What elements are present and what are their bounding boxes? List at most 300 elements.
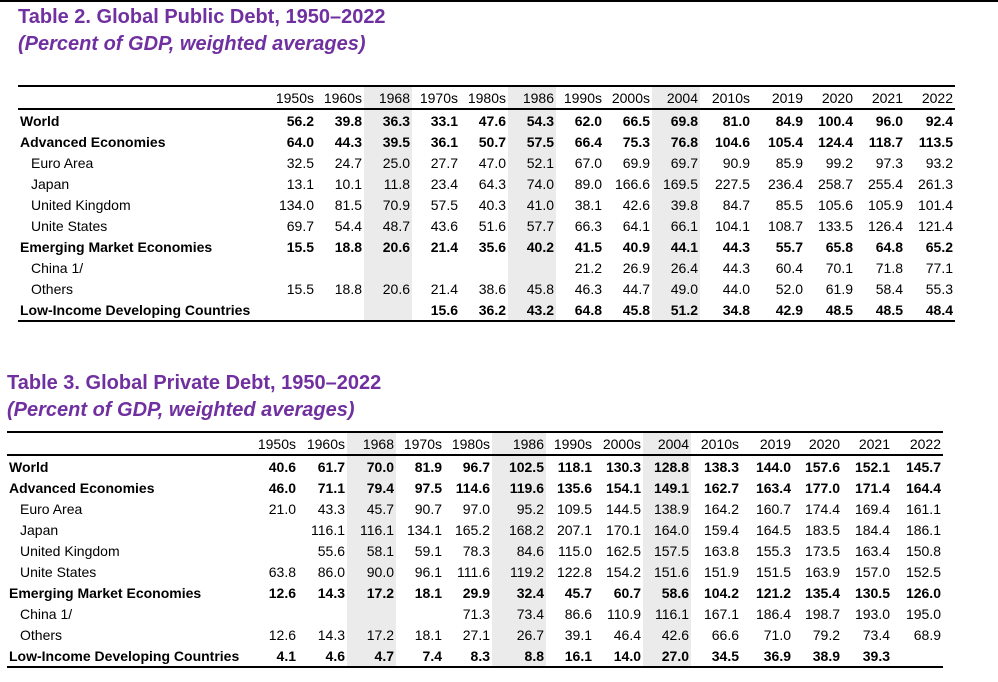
table-cell: 15.5 (286, 280, 314, 297)
table-cell: 119.2 (492, 561, 546, 582)
table-cell: 47.0 (478, 154, 506, 171)
table-cell: 40.2 (508, 236, 556, 257)
table-cell: 17.2 (347, 582, 396, 603)
table-row (7, 540, 943, 561)
table-cell: 55.7 (775, 238, 803, 255)
table-row (7, 477, 943, 498)
table-cell: 104.6 (714, 133, 750, 150)
table-cell: 8.3 (444, 645, 492, 667)
table-cell: 48.4 (905, 299, 955, 321)
table-cell: 38.9 (793, 645, 842, 667)
table-cell: 54.3 (508, 109, 556, 131)
table-cell: 40.9 (622, 238, 650, 255)
table-cell: 90.9 (722, 154, 750, 171)
table-cell: 15.5 (286, 238, 314, 255)
table-cell: 27.1 (462, 626, 490, 643)
table-cell: 44.3 (334, 133, 362, 150)
table-cell: 96.7 (462, 458, 490, 475)
table-cell: 39.8 (652, 194, 700, 215)
table-cell: 14.0 (594, 645, 643, 667)
table-cell: 61.9 (825, 280, 853, 297)
table-cell: 152.1 (854, 458, 890, 475)
column-header: 2019 (741, 432, 793, 455)
table-cell: 119.6 (492, 477, 546, 498)
table-cell: 46.3 (574, 280, 602, 297)
table-cell: 38.1 (574, 196, 602, 213)
table-cell: 20.6 (364, 236, 412, 257)
table-cell: 227.5 (714, 175, 750, 192)
table-cell: 49.0 (652, 278, 700, 299)
table-cell: 71.8 (875, 259, 903, 276)
table-cell: 145.7 (905, 458, 941, 475)
table-cell: 18.1 (414, 584, 442, 601)
table-cell: 114.6 (455, 479, 490, 496)
table-cell: 207.1 (556, 521, 592, 538)
table-cell: 10.1 (334, 175, 362, 192)
column-header: 1970s (412, 86, 460, 109)
row-label: Emerging Market Economies (20, 238, 213, 255)
row-label: Unite States (31, 217, 108, 234)
table-cell: 75.3 (622, 133, 650, 150)
table-cell: 62.0 (574, 112, 602, 129)
table-cell (892, 645, 943, 667)
table-cell (247, 603, 298, 624)
table-cell: 126.4 (867, 217, 903, 234)
table-cell: 47.6 (478, 112, 506, 129)
table-cell: 164.2 (703, 500, 739, 517)
table-cell: 157.5 (643, 540, 691, 561)
table-cell: 84.9 (775, 112, 803, 129)
table-cell: 193.0 (854, 605, 890, 622)
column-header: 1950s (268, 86, 316, 109)
table-cell: 261.3 (917, 175, 953, 192)
table-cell: 155.3 (755, 542, 791, 559)
table-cell: 57.5 (508, 131, 556, 152)
table-cell: 67.0 (574, 154, 602, 171)
table-cell (247, 519, 298, 540)
table-cell: 64.3 (478, 175, 506, 192)
table-cell: 4.7 (347, 645, 396, 667)
table-cell: 51.6 (478, 217, 506, 234)
table-cell: 198.7 (804, 605, 840, 622)
table-cell: 23.4 (430, 175, 458, 192)
table-cell: 101.4 (917, 196, 953, 213)
table-cell: 79.4 (347, 477, 396, 498)
table-cell: 58.4 (875, 280, 903, 297)
table-cell: 64.8 (556, 299, 604, 321)
table-cell: 163.9 (804, 563, 840, 580)
table-cell: 121.4 (917, 217, 953, 234)
table-cell: 60.7 (613, 584, 641, 601)
table-cell: 21.2 (574, 259, 602, 276)
column-header: 2004 (652, 86, 700, 109)
table-cell: 86.0 (317, 563, 345, 580)
column-header: 1970s (396, 432, 444, 455)
table-cell: 168.2 (492, 519, 546, 540)
table-cell: 133.5 (817, 217, 853, 234)
table-cell: 167.1 (703, 605, 739, 622)
table-cell: 26.7 (492, 624, 546, 645)
table-cell: 150.8 (905, 542, 941, 559)
table-cell: 59.1 (414, 542, 442, 559)
table-cell: 109.5 (556, 500, 592, 517)
table-cell: 81.0 (722, 112, 750, 129)
table-cell: 157.0 (854, 563, 890, 580)
table-cell (412, 257, 460, 278)
table-cell: 58.1 (347, 540, 396, 561)
table-cell: 20.6 (364, 278, 412, 299)
table-cell: 89.0 (574, 175, 602, 192)
table-cell: 34.8 (700, 299, 752, 321)
row-label: Advanced Economies (20, 133, 166, 150)
table-row (18, 257, 955, 278)
table-cell: 43.3 (317, 500, 345, 517)
table-2-subtitle: (Percent of GDP, weighted averages) (18, 33, 366, 55)
table-cell: 18.1 (414, 626, 442, 643)
table-cell: 135.6 (556, 479, 592, 496)
row-label: World (20, 112, 60, 129)
table-cell: 48.5 (805, 299, 855, 321)
table-cell: 70.9 (364, 194, 412, 215)
table-cell: 12.6 (268, 584, 296, 601)
table-cell: 81.5 (334, 196, 362, 213)
column-header: 1960s (298, 432, 347, 455)
column-header: 1960s (316, 86, 364, 109)
table-cell (460, 257, 508, 278)
column-header: 2000s (604, 86, 652, 109)
column-header: 2020 (793, 432, 842, 455)
table-cell: 126.0 (905, 584, 941, 601)
table-3-title: Table 3. Global Private Debt, 1950–2022 (7, 372, 382, 394)
table-cell: 164.4 (905, 479, 941, 496)
table-cell: 70.0 (347, 455, 396, 477)
table-cell: 44.3 (722, 259, 750, 276)
table-cell: 162.5 (605, 542, 641, 559)
table-cell: 138.3 (703, 458, 739, 475)
table-cell: 58.6 (643, 582, 691, 603)
table-cell: 102.5 (492, 455, 546, 477)
table-cell: 61.7 (317, 458, 345, 475)
table-cell: 16.1 (546, 645, 594, 667)
table-cell: 118.7 (868, 133, 903, 150)
table-cell: 164.0 (643, 519, 691, 540)
table-cell: 177.0 (804, 479, 840, 496)
table-cell: 105.9 (867, 196, 903, 213)
row-label: Low-Income Developing Countries (18, 299, 268, 321)
table-row (18, 236, 955, 257)
table-cell: 60.4 (775, 259, 803, 276)
row-label: Advanced Economies (9, 479, 155, 496)
table-cell: 236.4 (767, 175, 803, 192)
table-cell: 163.8 (703, 542, 739, 559)
table-cell: 71.0 (763, 626, 791, 643)
table-cell (316, 299, 364, 321)
table-cell: 105.4 (767, 133, 803, 150)
table-cell: 45.7 (347, 498, 396, 519)
column-header: 1980s (444, 432, 492, 455)
table-cell: 154.1 (605, 479, 641, 496)
table-cell: 165.2 (454, 521, 490, 538)
table-cell: 64.0 (286, 133, 314, 150)
table-row (18, 109, 955, 131)
public-debt-table (18, 85, 955, 322)
table-cell (508, 257, 556, 278)
table-cell: 116.1 (347, 519, 396, 540)
table-cell: 36.9 (741, 645, 793, 667)
table-cell: 27.7 (430, 154, 458, 171)
table-cell: 160.7 (755, 500, 791, 517)
table-row (18, 215, 955, 236)
column-header: 1950s (247, 432, 298, 455)
table-cell: 169.5 (652, 173, 700, 194)
table-row (7, 582, 943, 603)
table-row (18, 299, 955, 321)
table-cell: 4.6 (298, 645, 347, 667)
table-cell: 85.9 (775, 154, 803, 171)
table-cell: 173.5 (804, 542, 840, 559)
table-cell: 92.4 (925, 112, 953, 129)
table-cell: 74.0 (508, 173, 556, 194)
table-cell: 161.1 (905, 500, 941, 517)
table-cell: 138.9 (643, 498, 691, 519)
table-cell: 104.2 (703, 584, 739, 601)
table-cell (268, 257, 316, 278)
table-cell: 41.0 (508, 194, 556, 215)
column-header: 2010s (700, 86, 752, 109)
table-row (7, 519, 943, 540)
table-cell (247, 540, 298, 561)
row-label: Others (20, 626, 63, 643)
table-cell: 68.9 (913, 626, 941, 643)
table-cell: 51.2 (652, 299, 700, 321)
row-label: United Kingdom (20, 542, 120, 559)
table-cell: 69.7 (286, 217, 314, 234)
table-cell: 100.4 (817, 112, 853, 129)
table-cell: 108.7 (767, 217, 803, 234)
table-cell: 14.3 (317, 584, 345, 601)
table-cell: 36.1 (430, 133, 458, 150)
table-cell: 18.8 (334, 238, 362, 255)
row-label: Euro Area (20, 500, 83, 517)
table-cell: 157.6 (804, 458, 840, 475)
table-cell: 134.1 (406, 521, 442, 538)
table-cell: 96.1 (414, 563, 442, 580)
table-cell: 151.6 (643, 561, 691, 582)
table-cell: 85.5 (775, 196, 803, 213)
column-header: 2020 (805, 86, 855, 109)
table-cell: 40.6 (268, 458, 296, 475)
row-label: Low-Income Developing Countries (7, 645, 247, 667)
table-cell: 24.7 (334, 154, 362, 171)
table-cell: 163.4 (755, 479, 791, 496)
table-cell (316, 257, 364, 278)
table-cell: 152.5 (905, 563, 941, 580)
table-cell: 12.6 (268, 626, 296, 643)
table-cell: 186.4 (755, 605, 791, 622)
table-cell: 48.7 (364, 215, 412, 236)
table-cell: 14.3 (317, 626, 345, 643)
table-cell: 116.1 (643, 603, 691, 624)
table-cell: 13.1 (286, 175, 314, 192)
table-cell: 90.7 (414, 500, 442, 517)
table-cell: 166.6 (614, 175, 650, 192)
table-cell: 54.4 (334, 217, 362, 234)
table-cell: 170.1 (605, 521, 641, 538)
table-cell: 163.4 (854, 542, 890, 559)
table-cell: 32.5 (286, 154, 314, 171)
table-cell: 76.8 (652, 131, 700, 152)
table-cell: 52.1 (508, 152, 556, 173)
header-row (7, 432, 943, 455)
table-cell: 36.2 (460, 299, 508, 321)
row-label: Others (31, 280, 74, 297)
column-header: 1980s (460, 86, 508, 109)
table-cell: 34.5 (691, 645, 741, 667)
table-cell: 44.1 (652, 236, 700, 257)
table-row (7, 561, 943, 582)
table-cell: 66.1 (652, 215, 700, 236)
table-cell: 183.5 (804, 521, 840, 538)
row-label: China 1/ (20, 605, 73, 622)
table-cell: 121.2 (755, 584, 791, 601)
table-cell: 95.2 (492, 498, 546, 519)
column-header: 1990s (556, 86, 604, 109)
table-cell: 111.6 (457, 563, 490, 580)
table-cell: 66.4 (574, 133, 602, 150)
row-label: Euro Area (31, 154, 94, 171)
table-cell: 159.4 (703, 521, 739, 538)
table-cell: 45.7 (564, 584, 592, 601)
row-label: United Kingdom (31, 196, 131, 213)
table-cell: 258.7 (817, 175, 853, 192)
table-cell: 99.2 (825, 154, 853, 171)
row-label: Japan (20, 521, 59, 538)
column-header: 1990s (546, 432, 594, 455)
table-row (7, 603, 943, 624)
table-cell: 45.8 (604, 299, 652, 321)
table-row (7, 498, 943, 519)
table-row (18, 194, 955, 215)
table-row (18, 131, 955, 152)
table-cell: 29.9 (462, 584, 490, 601)
table-cell: 65.8 (825, 238, 853, 255)
table-cell: 144.5 (605, 500, 641, 517)
column-header: 2004 (643, 432, 691, 455)
table-cell: 45.8 (508, 278, 556, 299)
table-cell: 135.4 (804, 584, 840, 601)
table-cell: 36.3 (364, 109, 412, 131)
table-cell: 43.6 (430, 217, 458, 234)
table-cell: 57.7 (508, 215, 556, 236)
table-cell: 144.0 (755, 458, 791, 475)
table-cell: 46.4 (613, 626, 641, 643)
table-cell: 113.5 (918, 133, 953, 150)
top-border-line (0, 0, 998, 2)
table-cell: 164.5 (755, 521, 791, 538)
table-cell (364, 299, 412, 321)
table-cell: 25.0 (364, 152, 412, 173)
table-cell: 110.9 (607, 605, 641, 622)
column-header: 2010s (691, 432, 741, 455)
table-cell: 184.4 (854, 521, 890, 538)
table-3-subtitle: (Percent of GDP, weighted averages) (7, 399, 355, 421)
table-cell: 42.9 (752, 299, 805, 321)
table-cell: 8.8 (492, 645, 546, 667)
table-cell: 39.1 (564, 626, 592, 643)
table-cell: 4.1 (247, 645, 298, 667)
table-cell: 130.5 (854, 584, 890, 601)
table-cell: 69.8 (652, 109, 700, 131)
table-cell: 26.4 (652, 257, 700, 278)
table-cell: 50.7 (478, 133, 506, 150)
row-label: China 1/ (31, 259, 84, 276)
table-cell: 195.0 (905, 605, 941, 622)
table-cell: 79.2 (812, 626, 840, 643)
table-cell (347, 603, 396, 624)
row-label: Japan (31, 175, 70, 192)
table-cell: 52.0 (775, 280, 803, 297)
private-debt-table (7, 431, 943, 668)
table-cell (298, 603, 347, 624)
table-cell: 57.5 (430, 196, 458, 213)
table-cell: 70.1 (825, 259, 853, 276)
table-cell: 73.4 (862, 626, 890, 643)
column-header: 1968 (347, 432, 396, 455)
table-cell: 97.3 (875, 154, 903, 171)
table-cell: 35.6 (478, 238, 506, 255)
table-cell: 63.8 (268, 563, 296, 580)
table-cell: 32.4 (492, 582, 546, 603)
table-cell: 84.7 (722, 196, 750, 213)
row-label: Emerging Market Economies (9, 584, 202, 601)
column-header: 2000s (594, 432, 643, 455)
table-row (7, 645, 943, 667)
table-cell: 65.2 (925, 238, 953, 255)
table-cell: 11.8 (364, 173, 412, 194)
table-cell (396, 603, 444, 624)
table-cell (364, 257, 412, 278)
table-cell: 186.1 (905, 521, 941, 538)
table-cell: 151.9 (703, 563, 739, 580)
row-label: Unite States (20, 563, 97, 580)
table-cell: 42.6 (643, 624, 691, 645)
table-cell: 86.6 (564, 605, 592, 622)
table-row (18, 152, 955, 173)
table-row (18, 173, 955, 194)
table-cell: 77.1 (925, 259, 953, 276)
table-row (18, 278, 955, 299)
column-header: 2021 (855, 86, 905, 109)
table-cell: 48.5 (855, 299, 905, 321)
table-cell: 15.6 (412, 299, 460, 321)
table-cell: 97.5 (414, 479, 442, 496)
table-cell: 90.0 (347, 561, 396, 582)
column-header: 1986 (492, 432, 546, 455)
table-cell: 44.0 (722, 280, 750, 297)
table-cell: 21.0 (268, 500, 296, 517)
table-cell: 56.2 (286, 112, 314, 129)
table-cell: 69.7 (652, 152, 700, 173)
table-cell: 73.4 (492, 603, 546, 624)
table-cell: 71.3 (462, 605, 490, 622)
table-cell: 122.8 (556, 563, 592, 580)
table-cell: 7.4 (396, 645, 444, 667)
table-cell: 93.2 (925, 154, 953, 171)
table-cell: 55.6 (317, 542, 345, 559)
table-cell: 66.3 (574, 217, 602, 234)
table-cell: 104.1 (714, 217, 750, 234)
table-cell: 81.9 (414, 458, 442, 475)
